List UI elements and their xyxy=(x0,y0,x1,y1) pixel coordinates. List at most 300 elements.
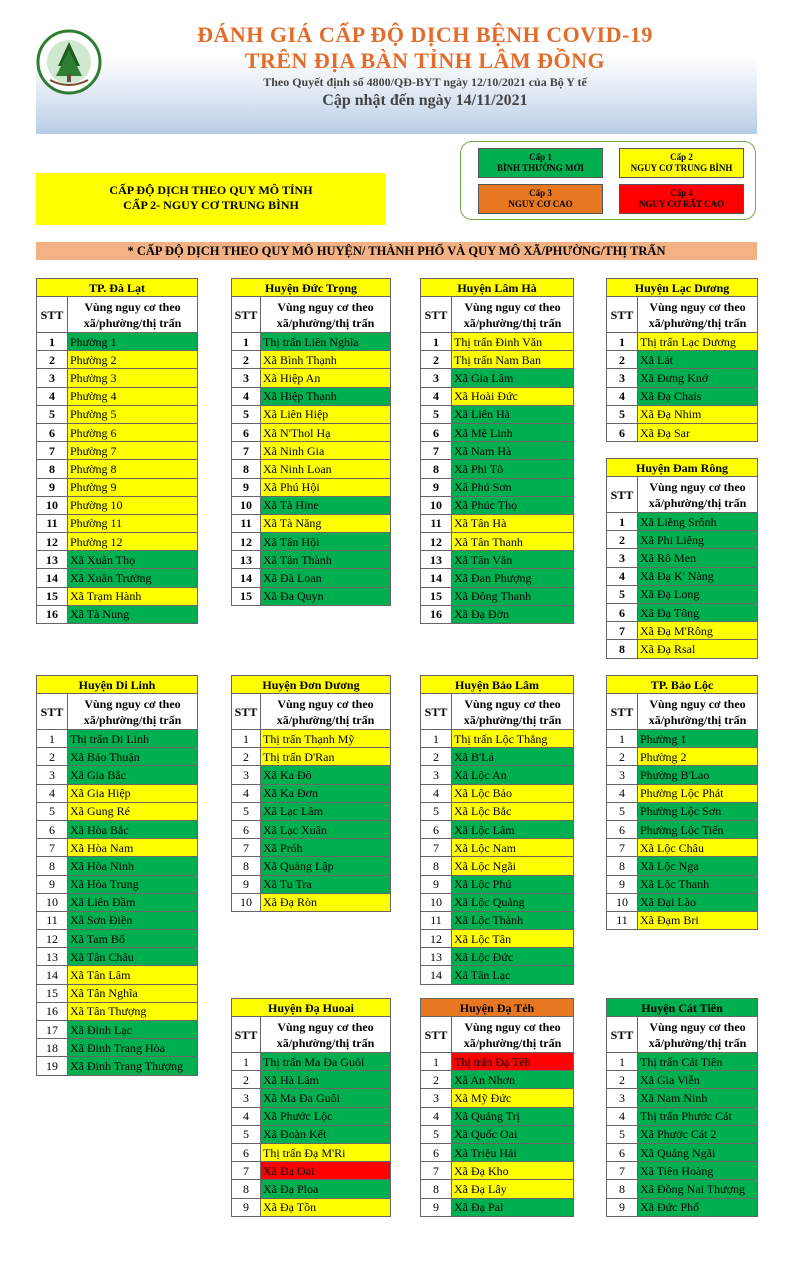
row-number: 5 xyxy=(37,802,68,820)
table-row xyxy=(232,820,391,838)
district-name: Huyện Đam Rông xyxy=(607,459,758,477)
row-number: 3 xyxy=(607,1089,638,1107)
row-number: 4 xyxy=(607,784,638,802)
table-row xyxy=(37,911,198,929)
legend-level-label: Cấp 3 xyxy=(529,188,552,198)
table-row xyxy=(232,351,391,369)
area-name: Xã Liên Hiệp xyxy=(261,405,391,423)
column-header-stt: STT xyxy=(232,1017,261,1053)
table-row xyxy=(232,1180,391,1198)
area-name: Xã Mỹ Đức xyxy=(452,1089,574,1107)
row-number: 5 xyxy=(232,1125,261,1143)
table-row xyxy=(37,930,198,948)
table-row xyxy=(232,1143,391,1161)
column-header-stt: STT xyxy=(37,694,68,730)
row-number: 7 xyxy=(232,442,261,460)
area-name: Xã Lộc Thành xyxy=(452,911,574,929)
title-line1: ĐÁNH GIÁ CẤP ĐỘ DỊCH BỆNH COVID-19 xyxy=(197,22,653,47)
row-number: 7 xyxy=(232,1162,261,1180)
table-row xyxy=(421,405,574,423)
area-name: Xã Lạc Lâm xyxy=(261,802,391,820)
area-name: Xã Tân Thành xyxy=(261,551,391,569)
area-name: Xã Liêng Srônh xyxy=(638,513,758,531)
area-name: Xã Đạ Kho xyxy=(452,1162,574,1180)
area-name: Xã Tiên Hoàng xyxy=(638,1162,758,1180)
row-number: 9 xyxy=(232,1198,261,1216)
table-row xyxy=(607,1162,758,1180)
area-name: Xã Tà Hine xyxy=(261,496,391,514)
column-header-area: Vùng nguy cơ theo xã/phường/thị trấn xyxy=(261,1017,391,1053)
area-name: Thị trấn Ma Đa Guôi xyxy=(261,1053,391,1071)
row-number: 4 xyxy=(232,1107,261,1125)
area-name: Xã Gia Viễn xyxy=(638,1071,758,1089)
column-header-stt: STT xyxy=(607,694,638,730)
table-row xyxy=(37,893,198,911)
row-number: 8 xyxy=(421,1180,452,1198)
area-name: Xã Lộc An xyxy=(452,766,574,784)
row-number: 15 xyxy=(232,587,261,605)
table-row xyxy=(37,730,198,748)
table-row xyxy=(607,1053,758,1071)
row-number: 5 xyxy=(37,405,68,423)
row-number: 11 xyxy=(421,911,452,929)
table-row xyxy=(607,567,758,585)
column-header-area: Vùng nguy cơ theo xã/phường/thị trấn xyxy=(68,297,198,333)
area-name: Xã Đa Quyn xyxy=(261,587,391,605)
area-name: Phường 6 xyxy=(68,423,198,441)
area-name: Xã Hoài Đức xyxy=(452,387,574,405)
row-number: 12 xyxy=(37,930,68,948)
district-table xyxy=(36,675,198,1076)
area-name: Xã Đoàn Kết xyxy=(261,1125,391,1143)
area-name: Xã Đồng Nai Thượng xyxy=(638,1180,758,1198)
area-name: Thị trấn Phước Cát xyxy=(638,1107,758,1125)
table-row xyxy=(421,496,574,514)
row-number: 7 xyxy=(37,442,68,460)
area-name: Xã Lộc Lâm xyxy=(452,820,574,838)
table-row xyxy=(607,423,758,441)
table-row xyxy=(607,1125,758,1143)
table-row xyxy=(37,766,198,784)
table-row xyxy=(232,1053,391,1071)
row-number: 1 xyxy=(607,1053,638,1071)
table-row xyxy=(37,569,198,587)
area-name: Xã Tam Bố xyxy=(68,930,198,948)
table-row xyxy=(607,857,758,875)
row-number: 7 xyxy=(232,839,261,857)
table-row xyxy=(421,730,574,748)
area-name: Xã Đạ Tồn xyxy=(261,1198,391,1216)
district-table xyxy=(231,278,391,606)
table-row xyxy=(607,513,758,531)
table-row xyxy=(607,585,758,603)
area-name: Phường 7 xyxy=(68,442,198,460)
table-row xyxy=(421,460,574,478)
row-number: 1 xyxy=(421,730,452,748)
area-name: Xã Gung Ré xyxy=(68,802,198,820)
legend-level-label: Cấp 1 xyxy=(529,152,552,162)
table-row xyxy=(232,1198,391,1216)
area-name: Thị trấn Đinh Văn xyxy=(452,333,574,351)
area-name: Xã Đạ Lây xyxy=(452,1180,574,1198)
area-name: Xã Xuân Thọ xyxy=(68,551,198,569)
table-row xyxy=(607,351,758,369)
row-number: 8 xyxy=(421,460,452,478)
table-row xyxy=(421,784,574,802)
table-row xyxy=(421,966,574,984)
row-number: 7 xyxy=(37,839,68,857)
table-row xyxy=(421,766,574,784)
area-name: Xã Gia Bắc xyxy=(68,766,198,784)
row-number: 17 xyxy=(37,1021,68,1039)
row-number: 6 xyxy=(232,820,261,838)
table-row xyxy=(607,387,758,405)
row-number: 15 xyxy=(421,587,452,605)
district-name: TP. Đà Lạt xyxy=(37,279,198,297)
row-number: 12 xyxy=(421,533,452,551)
district-name: Huyện Di Linh xyxy=(37,676,198,694)
row-number: 4 xyxy=(421,387,452,405)
row-number: 6 xyxy=(421,423,452,441)
table-row xyxy=(421,533,574,551)
area-name: Xã Phi Tô xyxy=(452,460,574,478)
area-name: Xã Quốc Oai xyxy=(452,1125,574,1143)
table-row xyxy=(421,1089,574,1107)
column-header-area: Vùng nguy cơ theo xã/phường/thị trấn xyxy=(452,1017,574,1053)
row-number: 3 xyxy=(607,766,638,784)
row-number: 4 xyxy=(37,387,68,405)
area-name: Xã Tân Nghĩa xyxy=(68,984,198,1002)
area-name: Phường 1 xyxy=(638,730,758,748)
table-row xyxy=(37,496,198,514)
area-name: Xã Đạ Oai xyxy=(261,1162,391,1180)
area-name: Xã Ka Đơn xyxy=(261,784,391,802)
table-row xyxy=(421,1162,574,1180)
row-number: 4 xyxy=(607,387,638,405)
row-number: 9 xyxy=(37,478,68,496)
district-name: Huyện Cát Tiên xyxy=(607,999,758,1017)
table-row xyxy=(232,533,391,551)
table-row xyxy=(607,549,758,567)
table-row xyxy=(421,1198,574,1216)
row-number: 12 xyxy=(37,533,68,551)
table-row xyxy=(421,893,574,911)
district-name: Huyện Đạ Tẻh xyxy=(421,999,574,1017)
area-name: Xã Đạ Sar xyxy=(638,423,758,441)
area-name: Xã Đạ M'Rông xyxy=(638,622,758,640)
decision-text: Theo Quyết định số 4800/QĐ-BYT ngày 12/10/2021 của Bộ Y tế xyxy=(263,75,587,89)
table-row xyxy=(607,603,758,621)
area-name: Xã Phú Sơn xyxy=(452,478,574,496)
row-number: 4 xyxy=(421,784,452,802)
table-row xyxy=(421,1180,574,1198)
table-row xyxy=(232,587,391,605)
table-row xyxy=(607,839,758,857)
area-name: Thị trấn Cát Tiên xyxy=(638,1053,758,1071)
row-number: 1 xyxy=(232,333,261,351)
area-name: Phường 3 xyxy=(68,369,198,387)
title-line2: TRÊN ĐỊA BÀN TỈNH LÂM ĐỒNG xyxy=(244,48,606,73)
table-row xyxy=(37,1039,198,1057)
column-header-stt: STT xyxy=(421,297,452,333)
area-name: Phường B'Lao xyxy=(638,766,758,784)
table-row xyxy=(607,1180,758,1198)
table-row xyxy=(421,911,574,929)
area-name: Xã Hiệp An xyxy=(261,369,391,387)
area-name: Xã Hiệp Thạnh xyxy=(261,387,391,405)
row-number: 10 xyxy=(607,893,638,911)
area-name: Xã Tà Năng xyxy=(261,514,391,532)
row-number: 8 xyxy=(37,857,68,875)
table-row xyxy=(232,1107,391,1125)
area-name: Xã Sơn Điền xyxy=(68,911,198,929)
table-row xyxy=(232,875,391,893)
row-number: 5 xyxy=(607,802,638,820)
row-number: 3 xyxy=(607,549,638,567)
area-name: Xã Tân Hà xyxy=(452,514,574,532)
row-number: 13 xyxy=(421,948,452,966)
area-name: Xã Quảng Lập xyxy=(261,857,391,875)
area-name: Xã Đạm Bri xyxy=(638,911,758,929)
table-row xyxy=(421,1143,574,1161)
row-number: 2 xyxy=(607,531,638,549)
area-name: Xã Hà Lâm xyxy=(261,1071,391,1089)
area-name: Xã Rô Men xyxy=(638,549,758,567)
table-row xyxy=(232,857,391,875)
district-name: TP. Bảo Lộc xyxy=(607,676,758,694)
area-name: Xã Mê Linh xyxy=(452,423,574,441)
row-number: 4 xyxy=(37,784,68,802)
table-row xyxy=(421,605,574,623)
table-row xyxy=(607,893,758,911)
row-number: 18 xyxy=(37,1039,68,1057)
row-number: 1 xyxy=(421,1053,452,1071)
row-number: 8 xyxy=(232,460,261,478)
row-number: 5 xyxy=(607,405,638,423)
row-number: 16 xyxy=(37,605,68,623)
table-row xyxy=(421,1107,574,1125)
area-name: Xã An Nhơn xyxy=(452,1071,574,1089)
district-table xyxy=(606,675,758,930)
table-row xyxy=(607,911,758,929)
row-number: 4 xyxy=(232,387,261,405)
area-name: Xã Phúc Thọ xyxy=(452,496,574,514)
table-row xyxy=(37,1057,198,1075)
column-header-stt: STT xyxy=(607,1017,638,1053)
table-row xyxy=(37,784,198,802)
row-number: 8 xyxy=(232,857,261,875)
legend-level-desc: NGUY CƠ TRUNG BÌNH xyxy=(630,163,733,173)
row-number: 1 xyxy=(232,1053,261,1071)
table-row xyxy=(232,569,391,587)
table-row xyxy=(607,1143,758,1161)
area-name: Phường Lộc Phát xyxy=(638,784,758,802)
row-number: 8 xyxy=(607,640,638,658)
row-number: 6 xyxy=(37,423,68,441)
area-name: Xã Bảo Thuận xyxy=(68,748,198,766)
district-table xyxy=(231,675,391,912)
area-name: Xã Phú Hội xyxy=(261,478,391,496)
legend-level-2 xyxy=(619,148,744,178)
area-name: Phường 9 xyxy=(68,478,198,496)
row-number: 7 xyxy=(421,839,452,857)
area-name: Xã Phước Lộc xyxy=(261,1107,391,1125)
table-row xyxy=(37,587,198,605)
table-row xyxy=(607,766,758,784)
area-name: Xã Phi Liêng xyxy=(638,531,758,549)
row-number: 9 xyxy=(607,875,638,893)
district-table xyxy=(420,278,574,624)
row-number: 5 xyxy=(607,585,638,603)
legend-level-label: Cấp 2 xyxy=(670,152,693,162)
table-row xyxy=(232,1071,391,1089)
column-header-area: Vùng nguy cơ theo xã/phường/thị trấn xyxy=(261,694,391,730)
table-row xyxy=(232,551,391,569)
table-row xyxy=(421,423,574,441)
column-header-area: Vùng nguy cơ theo xã/phường/thị trấn xyxy=(638,477,758,513)
table-row xyxy=(421,514,574,532)
row-number: 6 xyxy=(232,1143,261,1161)
row-number: 6 xyxy=(607,820,638,838)
row-number: 2 xyxy=(421,748,452,766)
row-number: 2 xyxy=(232,1071,261,1089)
area-name: Xã Đạ Chais xyxy=(638,387,758,405)
table-row xyxy=(37,351,198,369)
column-header-area: Vùng nguy cơ theo xã/phường/thị trấn xyxy=(68,694,198,730)
table-row xyxy=(37,533,198,551)
table-row xyxy=(421,442,574,460)
area-name: Xã Tân Lạc xyxy=(452,966,574,984)
area-name: Phường 10 xyxy=(68,496,198,514)
table-row xyxy=(421,748,574,766)
table-row xyxy=(37,514,198,532)
row-number: 11 xyxy=(37,514,68,532)
table-row xyxy=(421,369,574,387)
row-number: 2 xyxy=(421,351,452,369)
area-name: Xã Đạ Nhim xyxy=(638,405,758,423)
table-row xyxy=(37,875,198,893)
area-name: Xã Hòa Ninh xyxy=(68,857,198,875)
table-row xyxy=(37,966,198,984)
district-name: Huyện Lâm Hà xyxy=(421,279,574,297)
area-name: Xã Quảng Trị xyxy=(452,1107,574,1125)
row-number: 10 xyxy=(232,893,261,911)
legend-level-3 xyxy=(478,184,603,214)
area-name: Xã Lộc Nga xyxy=(638,857,758,875)
table-row xyxy=(37,442,198,460)
table-row xyxy=(607,622,758,640)
legend-level-4 xyxy=(619,184,744,214)
table-row xyxy=(607,784,758,802)
row-number: 19 xyxy=(37,1057,68,1075)
area-name: Xã Lộc Nam xyxy=(452,839,574,857)
table-row xyxy=(607,405,758,423)
area-name: Xã Hòa Nam xyxy=(68,839,198,857)
area-name: Xã Đan Phượng xyxy=(452,569,574,587)
table-row xyxy=(232,514,391,532)
table-row xyxy=(421,839,574,857)
column-header-area: Vùng nguy cơ theo xã/phường/thị trấn xyxy=(638,694,758,730)
row-number: 4 xyxy=(421,1107,452,1125)
row-number: 2 xyxy=(607,1071,638,1089)
row-number: 7 xyxy=(421,442,452,460)
updated-date: Cập nhật đến ngày 14/11/2021 xyxy=(322,92,528,109)
area-name: Xã Đại Lào xyxy=(638,893,758,911)
district-table xyxy=(231,998,391,1217)
table-row xyxy=(421,387,574,405)
table-row xyxy=(232,423,391,441)
area-name: Xã Lộc Bảo xyxy=(452,784,574,802)
legend-level-label: Cấp 4 xyxy=(670,188,693,198)
row-number: 4 xyxy=(232,784,261,802)
area-name: Thị trấn Nam Ban xyxy=(452,351,574,369)
area-name: Xã Tân Thượng xyxy=(68,1002,198,1020)
district-table xyxy=(420,675,574,985)
table-row xyxy=(421,478,574,496)
area-name: Xã Hòa Trung xyxy=(68,875,198,893)
area-name: Xã Lộc Tân xyxy=(452,930,574,948)
area-name: Xã Xuân Trường xyxy=(68,569,198,587)
row-number: 1 xyxy=(607,730,638,748)
table-row xyxy=(607,1071,758,1089)
table-row xyxy=(232,369,391,387)
area-name: Thị trấn Thạnh Mỹ xyxy=(261,730,391,748)
table-row xyxy=(232,460,391,478)
area-name: Xã Đạ Long xyxy=(638,585,758,603)
area-name: Phường Lộc Tiến xyxy=(638,820,758,838)
row-number: 11 xyxy=(421,514,452,532)
area-name: Xã Trạm Hành xyxy=(68,587,198,605)
district-name: Huyện Đạ Huoai xyxy=(232,999,391,1017)
column-header-area: Vùng nguy cơ theo xã/phường/thị trấn xyxy=(452,297,574,333)
table-row xyxy=(232,893,391,911)
area-name: Thị trấn Lộc Thắng xyxy=(452,730,574,748)
district-table xyxy=(606,458,758,659)
area-name: Xã Lộc Đức xyxy=(452,948,574,966)
area-name: Xã Gia Lâm xyxy=(452,369,574,387)
row-number: 14 xyxy=(37,966,68,984)
table-row xyxy=(37,839,198,857)
table-row xyxy=(421,857,574,875)
table-row xyxy=(37,423,198,441)
row-number: 6 xyxy=(607,423,638,441)
row-number: 1 xyxy=(37,333,68,351)
area-name: Thị trấn Di Linh xyxy=(68,730,198,748)
area-name: Xã Đông Thanh xyxy=(452,587,574,605)
area-name: Thị trấn D'Ran xyxy=(261,748,391,766)
area-name: Xã Đạ Ròn xyxy=(261,893,391,911)
province-level-title: CẤP ĐỘ DỊCH THEO QUY MÔ TỈNH xyxy=(109,183,313,197)
area-name: Xã Lộc Bắc xyxy=(452,802,574,820)
row-number: 14 xyxy=(37,569,68,587)
table-row xyxy=(232,1089,391,1107)
row-number: 5 xyxy=(421,1125,452,1143)
row-number: 7 xyxy=(607,1162,638,1180)
table-row xyxy=(37,551,198,569)
area-name: Xã Tà Nung xyxy=(68,605,198,623)
area-name: Xã Đà Loan xyxy=(261,569,391,587)
table-row xyxy=(421,1071,574,1089)
province-level-box xyxy=(36,173,386,225)
row-number: 7 xyxy=(421,1162,452,1180)
table-row xyxy=(232,478,391,496)
row-number: 1 xyxy=(421,333,452,351)
table-row xyxy=(607,1089,758,1107)
row-number: 15 xyxy=(37,984,68,1002)
area-name: Xã Lát xyxy=(638,351,758,369)
area-name: Xã Lộc Ngãi xyxy=(452,857,574,875)
area-name: Xã Tân Châu xyxy=(68,948,198,966)
